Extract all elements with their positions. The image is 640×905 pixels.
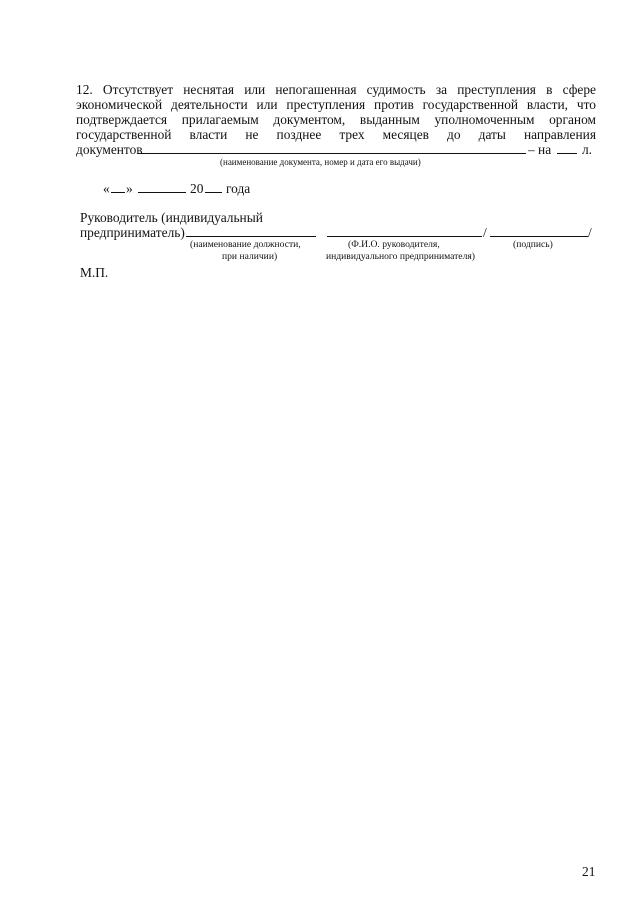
position-field[interactable]	[186, 236, 316, 237]
document-caption: (наименование документа, номер и дата его выдачи)	[220, 157, 421, 167]
year-prefix: 20	[190, 181, 204, 196]
name-caption-line-2: индивидуального предпринимателя)	[326, 251, 475, 262]
document-name-field[interactable]	[138, 153, 526, 154]
position-caption-line-2: при наличии)	[222, 251, 278, 262]
slash-separator-2: /	[588, 225, 592, 240]
slash-separator-1: /	[483, 225, 487, 240]
full-name-field[interactable]	[327, 236, 482, 237]
paragraph-line-5-mid: – на	[528, 142, 552, 157]
paragraph-line-4: государственной власти не позднее трех месяцев до даты направления	[76, 127, 596, 142]
stamp-place-label: М.П.	[80, 265, 109, 280]
paragraph-line-2: экономической деятельности или преступления против государственной власти, что	[76, 97, 596, 112]
signature-field[interactable]	[490, 236, 588, 237]
paragraph-line-5-suffix: л.	[582, 142, 593, 157]
position-caption-line-1: (наименование должности,	[190, 239, 301, 250]
paragraph-line-1: 12. Отсутствует неснятая или непогашенная судимость за преступления в сфере	[76, 82, 596, 97]
name-caption-line-1: (Ф.И.О. руководителя,	[348, 239, 440, 250]
paragraph-line-3: подтверждается прилагаемым документом, выданным уполномоченным органом	[76, 112, 596, 127]
page-number: 21	[582, 864, 596, 879]
sheet-count-field[interactable]	[557, 153, 577, 154]
signature-caption: (подпись)	[513, 239, 553, 250]
signatory-label-line-2: предприниматель)	[80, 225, 185, 240]
month-field[interactable]	[138, 192, 186, 193]
year-field[interactable]	[205, 192, 222, 193]
date-open-quote: «	[103, 181, 110, 196]
paragraph-line-5-prefix: документов	[76, 142, 143, 157]
signatory-label-line-1: Руководитель (индивидуальный	[80, 210, 263, 225]
year-suffix: года	[226, 181, 251, 196]
date-close-quote: »	[126, 181, 133, 196]
day-field[interactable]	[111, 192, 125, 193]
